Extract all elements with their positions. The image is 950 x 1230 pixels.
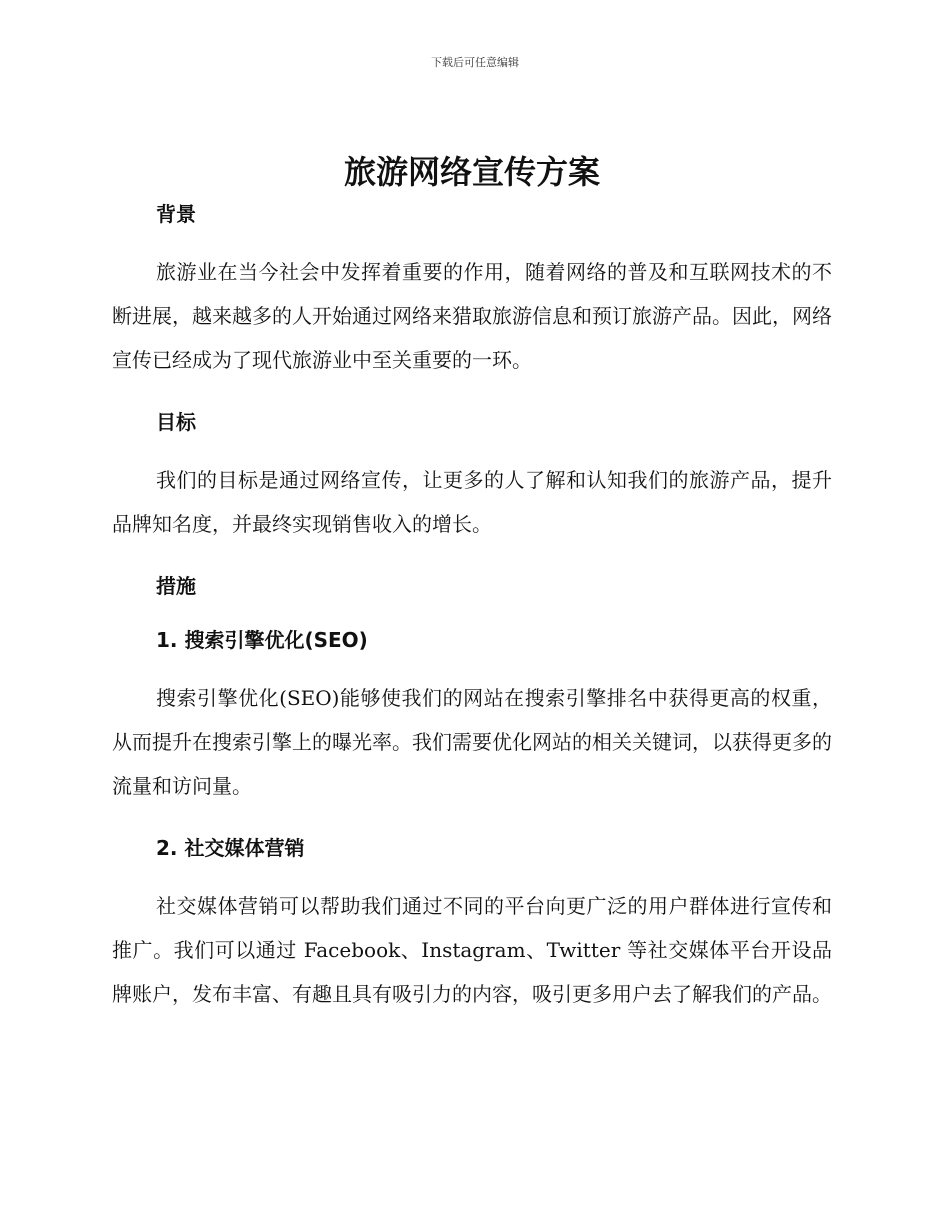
section-heading-goal: 目标: [156, 410, 196, 434]
page-header-note: 下载后可任意编辑: [431, 56, 519, 69]
subsection-heading-social-media: 2. 社交媒体营销: [156, 836, 305, 860]
document-body: [112, 150, 832, 1016]
subsection-paragraph-social-media: 社交媒体营销可以帮助我们通过不同的平台向更广泛的用户群体进行宣传和推广。我们可以通过 Facebook、Instagram、Twitter 等社交媒体平台开设品牌账户，发布丰富、有趣且具有吸引力的内容，吸引更多用户去了解我们的产品。: [112, 894, 832, 1006]
section-heading-measures: 措施: [156, 574, 196, 598]
section-paragraph-background: 旅游业在当今社会中发挥着重要的作用，随着网络的普及和互联网技术的不断进展，越来越多的人开始通过网络来猎取旅游信息和预订旅游产品。因此，网络宣传已经成为了现代旅游业中至关重要的一环。: [112, 260, 832, 372]
section-heading-background: 背景: [156, 202, 196, 226]
section-paragraph-goal: 我们的目标是通过网络宣传，让更多的人了解和认知我们的旅游产品，提升品牌知名度，并最终实现销售收入的增长。: [112, 468, 832, 536]
subsection-paragraph-seo: 搜索引擎优化(SEO)能够使我们的网站在搜索引擎排名中获得更高的权重，从而提升在搜索引擎上的曝光率。我们需要优化网站的相关关键词，以获得更多的流量和访问量。: [112, 686, 832, 798]
subsection-heading-seo: 1. 搜索引擎优化(SEO): [156, 628, 368, 652]
document-title: 旅游网络宣传方案: [343, 153, 600, 191]
